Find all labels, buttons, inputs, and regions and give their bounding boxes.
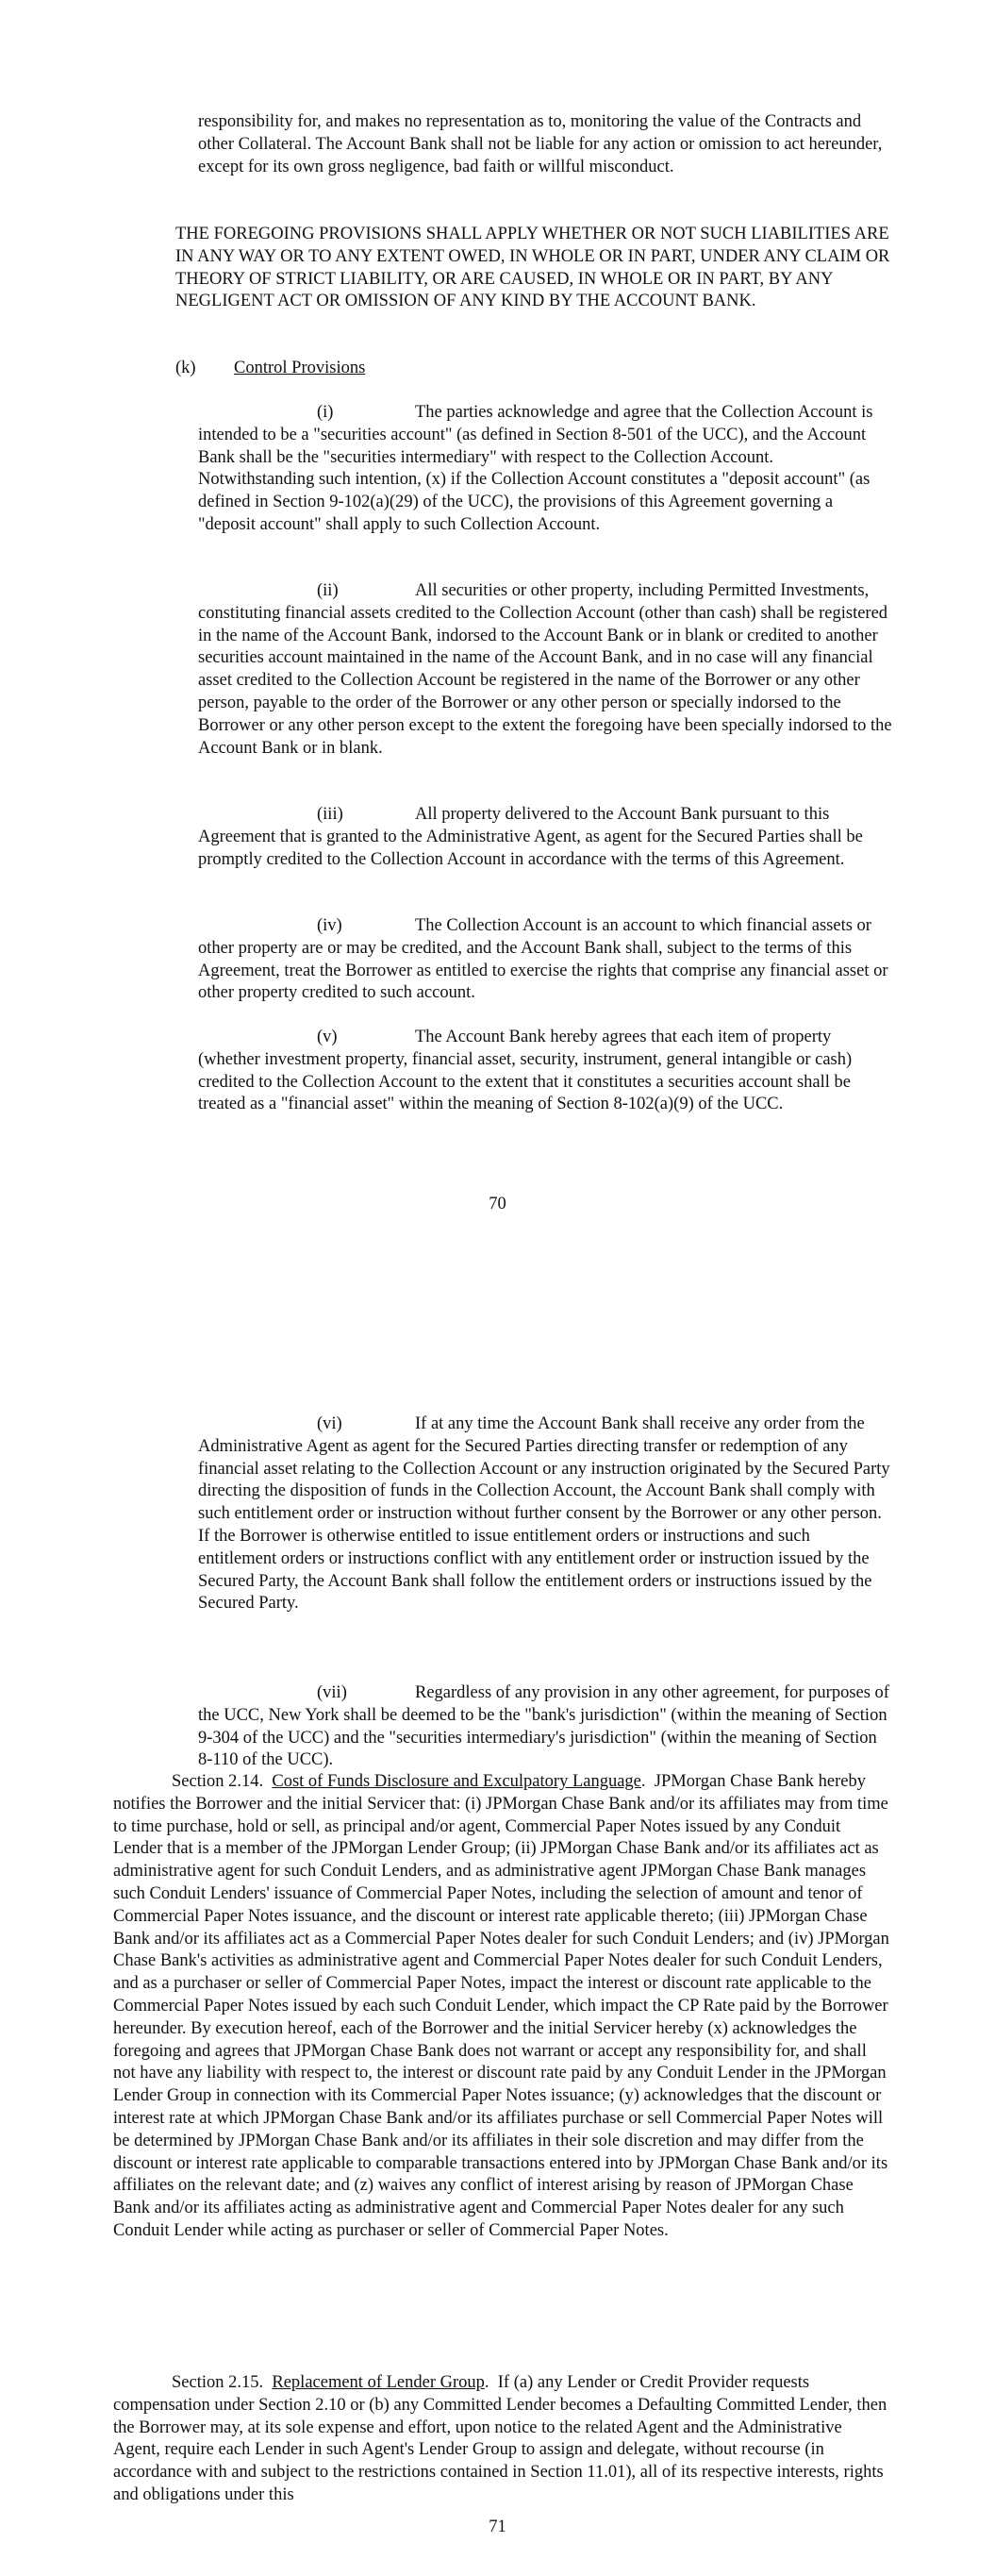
section-text: If (a) any Lender or Credit Provider requests compensation under Section 2.10 or (b) any Committed Lender becomes a Defaulting Committed Lender, then the Borrower may, at its sole expense and effort, upon notice to the related Agent and the Administrative Agent, require each Lender in such Agent's Lender Group to assign and delegate, without recourse (in accordance with and subject to the restrictions contained in Section 11.01), all of its respective interests, rights and obligations under this xyxy=(113,2373,887,2504)
clause-vii xyxy=(198,1682,892,1772)
clause-number: (vii) xyxy=(317,1683,347,1702)
clause-text: The parties acknowledge and agree that the Collection Account is intended to be a "securities account" (as defined in Section 8-501 of the UCC), and the Account Bank shall be the "securities intermediary" with respect to the Collection Account. Notwithstanding such intention, (x) if the Collection Account constitutes a "deposit account" (as defined in Section 9-102(a)(29) of the UCC), the provisions of this Agreement governing a "deposit account" shall apply to such Collection Account. xyxy=(198,403,873,534)
page-number: 70 xyxy=(489,1195,506,1213)
clause-text: All property delivered to the Account Bank pursuant to this Agreement that is granted to the Administrative Agent, as agent for the Secured Parties shall be promptly credited to the Collection Account in accordance with the terms of this Agreement. xyxy=(198,805,863,869)
page-71 xyxy=(0,1288,995,2576)
clause-ii xyxy=(198,580,892,760)
clause-number: (iii) xyxy=(317,805,343,824)
caps-paragraph: THE FOREGOING PROVISIONS SHALL APPLY WHETHER OR NOT SUCH LIABILITIES ARE IN ANY WAY OR TO ANY EXTENT OWED, IN WHOLE OR IN PART, UNDER ANY CLAIM OR THEORY OF STRICT LIABILITY, OR ARE CAUSED, IN WHOLE OR IN PART, BY ANY NEGLIGENT ACT OR OMISSION OF ANY KIND BY THE ACCOUNT BANK. xyxy=(175,225,890,311)
clause-vi xyxy=(198,1413,892,1615)
section-label: Section 2.14. xyxy=(172,1772,264,1791)
clause-iv xyxy=(198,915,892,1005)
section-heading: Cost of Funds Disclosure and Exculpatory Language xyxy=(272,1772,641,1791)
clause-number: (iv) xyxy=(317,916,342,935)
clause-number: (ii) xyxy=(317,581,339,600)
section-text: JPMorgan Chase Bank hereby notifies the Borrower and the initial Servicer that: (i) JPMorgan Chase Bank and/or its affiliates may from time to time purchase, hold or sell, as principal and/or agent, Commercial Paper Notes issued by any Conduit Lender that is a member of the JPMorgan Lender Group; (ii) JPMorgan Chase Bank and/or its affiliates act as administrative agent for such Conduit Lenders, and as administrative agent JPMorgan Chase Bank manages such Conduit Lenders' issuance of Commercial Paper Notes, including the selection of amount and tenor of Commercial Paper Notes issuance, and the discount or interest rate applicable thereto; (iii) JPMorgan Chase Bank and/or its affiliates act as a Commercial Paper Notes dealer for such Conduit Lenders; and (iv) JPMorgan Chase Bank's activities as administrative agent and Commercial Paper Notes dealer for such Conduit Lenders, and as a purchaser or seller of Commercial Paper Notes, impact the interest or discount rate applicable to the Commercial Paper Notes issued by each such Conduit Lender, which impact the CP Rate paid by the Borrower hereunder. By execution hereof, each of the Borrower and the initial Servicer hereby (x) acknowledges the foregoing and agrees that JPMorgan Chase Bank does not warrant or accept any responsibility for, and shall not have any liability with respect to, the interest or discount rate paid by any Conduit Lender in the JPMorgan Lender Group in connection with its Commercial Paper Notes issuance; (y) acknowledges that the discount or interest rate at which JPMorgan Chase Bank and/or its affiliates purchase or sell Commercial Paper Notes will be determined by JPMorgan Chase Bank and/or its affiliates in their sole discretion and may differ from the discount or interest rate applicable to comparable transactions entered into by JPMorgan Chase Bank and/or its affiliates on the relevant date; and (z) waives any conflict of interest arising by reason of JPMorgan Chase Bank and/or its affiliates acting as administrative agent and Commercial Paper Notes dealer for any such Conduit Lender while acting as purchaser or seller of Commercial Paper Notes. xyxy=(113,1772,889,2240)
section-2-15: Section 2.15. Replacement of Lender Group. If (a) any Lender or Credit Provider requests compensation under Section 2.10 or (b) any Committed Lender becomes a Defaulting Committed Lender, then the Borrower may, at its sole expense and effort, upon notice to the related Agent and the Administrative Agent, require each Lender in such Agent's Lender Group to assign and delegate, without recourse (in accordance with and subject to the restrictions contained in Section 11.01), all of its respective interests, rights and obligations under this xyxy=(113,2373,887,2504)
section-label: Section 2.15. xyxy=(172,2373,264,2392)
top-paragraph: responsibility for, and makes no representation as to, monitoring the value of the Contracts and other Collateral. The Account Bank shall not be liable for any action or omission to act hereunder, except for its own gross negligence, bad faith or willful misconduct. xyxy=(198,112,883,176)
clause-text: If at any time the Account Bank shall receive any order from the Administrative Agent as agent for the Secured Parties directing transfer or redemption of any financial asset relating to the Collection Account or any instruction originated by the Secured Party directing the disposition of funds in the Collection Account, the Account Bank shall comply with such entitlement order or instruction without further consent by the Borrower or any other person. If the Borrower is otherwise entitled to issue entitlement orders or instructions and such entitlement orders or instructions conflict with any entitlement order or instruction issued by the Secured Party, the Account Bank shall follow the entitlement orders or instructions issued by the Secured Party. xyxy=(198,1414,890,1614)
clause-text: Regardless of any provision in any other agreement, for purposes of the UCC, New York shall be deemed to be the "bank's jurisdiction" (within the meaning of Section 9-304 of the UCC) and the "securities intermediary's jurisdiction" (within the meaning of Section 8-110 of the UCC). xyxy=(198,1683,889,1770)
clause-iii xyxy=(198,804,892,871)
clause-number: (vi) xyxy=(317,1414,342,1433)
section-2-14: Section 2.14. Cost of Funds Disclosure and Exculpatory Language. JPMorgan Chase Bank hereby notifies the Borrower and the initial Servicer that: (i) JPMorgan Chase Bank and/or its affiliates may from time to time purchase, hold or sell, as principal and/or agent, Commercial Paper Notes issued by any Conduit Lender that is a member of the JPMorgan Lender Group; (ii) JPMorgan Chase Bank and/or its affiliates act as administrative agent for such Conduit Lenders, and as administrative agent JPMorgan Chase Bank manages such Conduit Lenders' issuance of Commercial Paper Notes, including the selection of amount and tenor of Commercial Paper Notes issuance, and the discount or interest rate applicable thereto; (iii) JPMorgan Chase Bank and/or its affiliates act as a Commercial Paper Notes dealer for such Conduit Lenders; and (iv) JPMorgan Chase Bank's activities as administrative agent and Commercial Paper Notes dealer for such Conduit Lenders, and as a purchaser or seller of Commercial Paper Notes, impact the interest or discount rate applicable to the Commercial Paper Notes issued by each such Conduit Lender, which impact the CP Rate paid by the Borrower hereunder. By execution hereof, each of the Borrower and the initial Servicer hereby (x) acknowledges the foregoing and agrees that JPMorgan Chase Bank does not warrant or accept any responsibility for, and shall not have any liability with respect to, the interest or discount rate paid by any Conduit Lender in the JPMorgan Lender Group in connection with its Commercial Paper Notes issuance; (y) acknowledges that the discount or interest rate at which JPMorgan Chase Bank and/or its affiliates purchase or sell Commercial Paper Notes will be determined by JPMorgan Chase Bank and/or its affiliates in their sole discretion and may differ from the discount or interest rate applicable to comparable transactions entered into by JPMorgan Chase Bank and/or its affiliates on the relevant date; and (z) waives any conflict of interest arising by reason of JPMorgan Chase Bank and/or its affiliates acting as administrative agent and Commercial Paper Notes dealer for any such Conduit Lender while acting as purchaser or seller of Commercial Paper Notes. xyxy=(113,1772,889,2240)
clause-text: The Account Bank hereby agrees that each item of property (whether investment property, financial asset, security, instrument, general intangible or cash) credited to the Collection Account to the extent that it constitutes a securities account shall be treated as a "financial asset" within the meaning of Section 8-102(a)(9) of the UCC. xyxy=(198,1028,853,1114)
clause-number: (i) xyxy=(317,403,334,422)
clause-v xyxy=(198,1027,892,1116)
clause-i xyxy=(198,402,892,537)
section-k-title: Control Provisions xyxy=(234,359,366,377)
clause-number: (v) xyxy=(317,1028,338,1046)
section-heading: Replacement of Lender Group xyxy=(272,2373,485,2392)
clause-text: The Collection Account is an account to which financial assets or other property are or may be credited, and the Account Bank shall, subject to the terms of this Agreement, treat the Borrower as entitled to exercise the rights that comprise any financial asset or other property credited to such account. xyxy=(198,916,888,1003)
section-k-label: (k) xyxy=(175,359,196,377)
clause-text: All securities or other property, including Permitted Investments, constituting financial assets credited to the Collection Account (other than cash) shall be registered in the name of the Account Bank, indorsed to the Account Bank or in blank or credited to another securities account maintained in the name of the Account Bank, and in no case will any financial asset credited to the Collection Account be registered in the name of the Borrower or any other person, payable to the order of the Borrower or any other person or specially indorsed to the Borrower or any other person except to the extent the foregoing have been specially indorsed to the Account Bank or in blank. xyxy=(198,581,892,758)
page-number: 71 xyxy=(489,2517,506,2536)
section-k-heading xyxy=(175,358,892,380)
